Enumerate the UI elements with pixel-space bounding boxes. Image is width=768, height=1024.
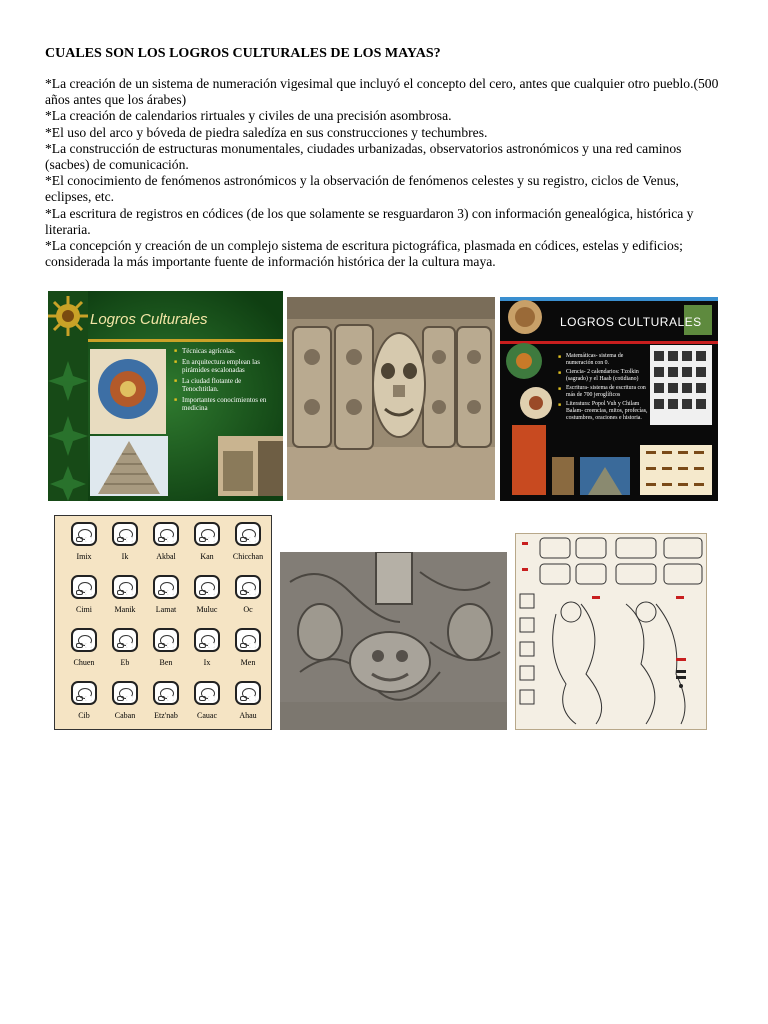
day-glyph-label: Cimi	[75, 605, 92, 614]
bullet-item: ■ Escritura- sistema de escritura con más de 700 jeroglíficos	[558, 385, 648, 399]
day-glyph-icon	[112, 628, 138, 652]
paragraph-astronomy: *El conocimiento de fenómenos astronómicos y la observación de fenómenos celestes y su registro, ciclos de Venus, eclipses, etc.	[45, 173, 679, 205]
paragraph-arch: *El uso del arco y bóveda de piedra saledíza en sus construcciones y techumbres.	[45, 124, 488, 140]
paragraph-writing: *La concepción y creación de un complejo sistema de escritura pictográfica, plasmada en códices, estelas y edificios; considerada la más importante fuente de información histórica der la cultura maya.	[45, 238, 683, 270]
bullet-item: ■ Ciencia- 2 calendarios: Tzolkin (sagrado) y el Haab (cotidiano)	[558, 369, 648, 383]
day-glyph-icon	[153, 681, 179, 705]
day-glyph-icon	[71, 628, 97, 652]
day-glyph-icon	[194, 681, 220, 705]
paragraph-calendars: *La creación de calendarios rirtuales y civiles de una precisión asombrosa.	[45, 108, 452, 124]
bullet-item: ■ La ciudad flotante de Tenochtitlan.	[174, 377, 278, 394]
paragraph-numeration: *La creación de un sistema de numeración vigesimal que incluyó el concepto del cero, antes que cualquier otro pueblo.(500 años antes que los árabes)	[45, 76, 719, 108]
day-glyph-icon	[153, 628, 179, 652]
stone-relief-photo	[280, 552, 507, 730]
day-glyph-label: Ahau	[239, 711, 257, 720]
slide-bullet-list	[174, 347, 278, 415]
day-glyph-icon	[71, 522, 97, 546]
day-glyph-label: Akbal	[156, 552, 176, 561]
day-glyph-icon	[112, 522, 138, 546]
day-glyph-icon	[153, 522, 179, 546]
day-glyph-icon	[71, 681, 97, 705]
day-glyph-label: Chuen	[73, 658, 95, 667]
slide-logros-culturales-image	[48, 291, 283, 501]
day-glyph-label: Imix	[76, 552, 92, 561]
day-glyph-icon	[235, 522, 261, 546]
day-glyph-icon	[194, 628, 220, 652]
bullet-item: ■ En arquitectura emplean las pirámides escalonadas	[174, 358, 278, 375]
bullet-item: ■ Matemáticas- sistema de numeración con 0.	[558, 353, 648, 367]
day-glyph-icon	[194, 575, 220, 599]
day-glyph-icon	[112, 575, 138, 599]
day-glyph-label: Chicchan	[232, 552, 264, 561]
paragraph-structures: *La construcción de estructuras monumentales, ciudades urbanizadas, observatorios astronómicos y una red caminos (sacbes) de comunicación.	[45, 140, 682, 173]
day-glyph-label: Ix	[203, 658, 211, 667]
day-glyph-label: Oc	[243, 605, 253, 614]
bullet-item: ■ Importantes conocimientos en medicina	[174, 396, 278, 413]
day-glyph-icon	[112, 681, 138, 705]
bullet-item: ■ Técnicas agrícolas.	[174, 347, 278, 356]
day-glyph-label: Cauac	[197, 711, 217, 720]
maya-day-glyph-chart	[54, 515, 272, 730]
day-glyph-icon	[153, 575, 179, 599]
paragraph-codices: *La escritura de registros en códices (de los que solamente se resguardaron 3) con información genealógica, histórica y literaria.	[45, 205, 694, 237]
day-glyph-label: Manik	[114, 605, 136, 614]
day-glyph-label: Caban	[114, 711, 136, 720]
slide-title: LOGROS CULTURALES	[560, 315, 702, 329]
day-glyph-icon	[71, 575, 97, 599]
day-glyph-label: Men	[240, 658, 256, 667]
stone-carving-photo	[287, 297, 495, 500]
document-title: CUALES SON LOS LOGROS CULTURALES DE LOS MAYAS?	[45, 46, 441, 61]
day-glyph-label: Muluc	[196, 605, 218, 614]
day-glyph-label: Eb	[120, 658, 130, 667]
slide-logros-culturales-dark-image	[500, 297, 718, 501]
slide-title: Logros Culturales	[90, 311, 208, 328]
day-glyph-label: Ben	[159, 658, 173, 667]
slide-bullet-list	[558, 353, 648, 424]
day-glyph-icon	[235, 681, 261, 705]
bullet-item: ■ Literatura: Popol Vuh y Chilam Balam- creencias, mitos, profecías, costumbres, oraciones e historia.	[558, 401, 648, 422]
day-glyph-icon	[235, 575, 261, 599]
day-glyph-icon	[194, 522, 220, 546]
day-glyph-icon	[235, 628, 261, 652]
day-glyph-label: Lamat	[155, 605, 177, 614]
day-glyph-label: Cib	[78, 711, 90, 720]
maya-codex-page	[515, 533, 707, 730]
day-glyph-label: Etz'nab	[154, 711, 178, 720]
day-glyph-label: Kan	[200, 552, 214, 561]
day-glyph-label: Ik	[121, 552, 129, 561]
document-body	[45, 46, 725, 270]
